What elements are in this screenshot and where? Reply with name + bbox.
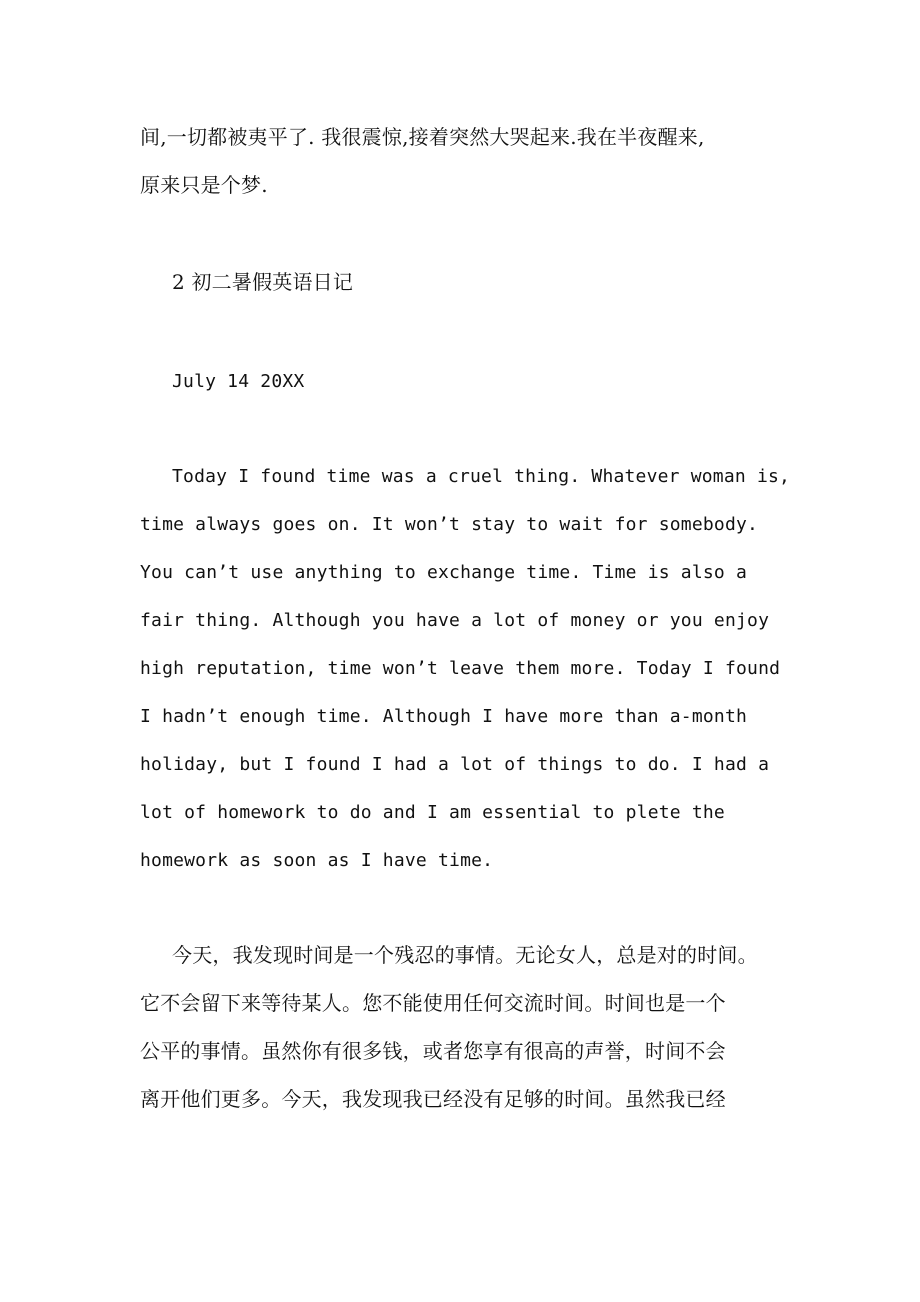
- paragraph-line: 原来只是个梦.: [140, 173, 268, 197]
- english-paragraph-line: homework as soon as I have time.: [140, 850, 494, 871]
- english-paragraph-line: You can’t use anything to exchange time. Time is also a: [140, 562, 748, 583]
- english-paragraph-line: Today I found time was a cruel thing. Whatever woman is,: [172, 466, 791, 487]
- english-paragraph-line: I hadn’t enough time. Although I have more than a-month: [140, 706, 748, 727]
- english-paragraph-line: time always goes on. It won’t stay to wait for somebody.: [140, 514, 759, 535]
- english-paragraph-line: high reputation, time won’t leave them more. Today I found: [140, 658, 781, 679]
- chinese-paragraph-line: 今天，我发现时间是一个残忍的事情。无论女人，总是对的时间。: [172, 943, 758, 967]
- english-paragraph-line: holiday, but I found I had a lot of things to do. I had a: [140, 754, 770, 775]
- english-paragraph-line: lot of homework to do and I am essential to plete the: [140, 802, 725, 823]
- chinese-paragraph-line: 离开他们更多。今天，我发现我已经没有足够的时间。虽然我已经: [140, 1087, 726, 1111]
- chinese-paragraph-line: 公平的事情。虽然你有很多钱，或者您享有很高的声誉，时间不会: [140, 1039, 726, 1063]
- section-heading: 2 初二暑假英语日记: [172, 270, 354, 294]
- chinese-paragraph-line: 它不会留下来等待某人。您不能使用任何交流时间。时间也是一个: [140, 991, 726, 1015]
- diary-date: July 14 20XX: [172, 371, 305, 392]
- paragraph-line: 间,一切都被夷平了. 我很震惊,接着突然大哭起来.我在半夜醒来,: [140, 125, 705, 149]
- english-paragraph-line: fair thing. Although you have a lot of money or you enjoy: [140, 610, 770, 631]
